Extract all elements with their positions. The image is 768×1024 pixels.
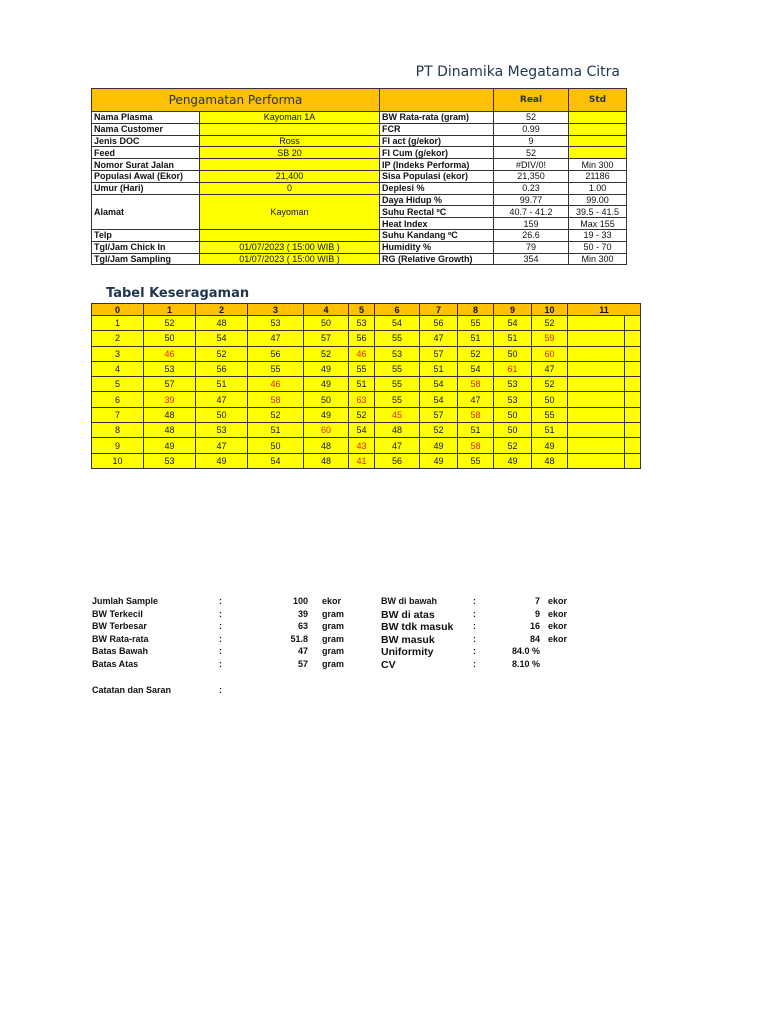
- performance-row: [92, 123, 627, 135]
- weight-cell: 47: [196, 438, 248, 453]
- empty-cell: [625, 377, 641, 392]
- summary-colon: :: [219, 646, 222, 656]
- weight-cell: 54: [494, 316, 532, 331]
- weight-cell: 45: [375, 407, 420, 422]
- weight-cell: 52: [304, 346, 349, 361]
- std-value: 1.00: [569, 182, 627, 194]
- empty-cell: [625, 346, 641, 361]
- empty-cell: [568, 438, 625, 453]
- weight-cell: 43: [349, 438, 375, 453]
- real-value: 26.6: [494, 229, 569, 241]
- empty-cell: [625, 331, 641, 346]
- weight-cell: 47: [458, 392, 494, 407]
- performance-row: [92, 253, 627, 265]
- weight-cell: 54: [458, 361, 494, 376]
- summary-label: BW masuk: [381, 633, 435, 646]
- weight-cell: 50: [144, 331, 196, 346]
- std-value: Max 155: [569, 218, 627, 230]
- weight-cell: 51: [196, 377, 248, 392]
- weight-cell: 57: [420, 346, 458, 361]
- summary-label: BW tdk masuk: [381, 621, 454, 633]
- summary-value: 100: [292, 596, 308, 606]
- left-value: [200, 123, 380, 135]
- empty-cell: [625, 316, 641, 331]
- empty-cell: [568, 346, 625, 361]
- uniformity-table: [91, 303, 641, 469]
- weight-cell: 50: [494, 407, 532, 422]
- summary-label: Batas Atas: [92, 658, 139, 669]
- summary-unit: ekor: [548, 608, 568, 619]
- weight-cell: 55: [375, 361, 420, 376]
- real-value: 40.7 - 41.2: [494, 206, 569, 218]
- weight-cell: 55: [458, 316, 494, 331]
- summary-colon: :: [219, 608, 222, 619]
- column-header: 11: [568, 304, 641, 316]
- summary-value: 84.0 %: [511, 646, 540, 656]
- right-label: IP (Indeks Performa): [380, 159, 494, 171]
- std-value: Min 300: [569, 253, 627, 265]
- weight-cell: 47: [420, 331, 458, 346]
- summary-colon: :: [473, 608, 476, 619]
- column-header: 3: [248, 304, 304, 316]
- weight-cell: 58: [458, 377, 494, 392]
- weight-cell: 49: [420, 453, 458, 468]
- weight-cell: 56: [375, 453, 420, 468]
- summary-value: 39: [297, 608, 308, 619]
- summary-colon: :: [219, 633, 222, 644]
- column-header: 0: [92, 304, 144, 316]
- summary-value: 9: [534, 608, 540, 619]
- real-value: 159: [494, 218, 569, 230]
- right-label: Suhu Rectal ºC: [380, 206, 494, 218]
- weight-cell: 52: [494, 438, 532, 453]
- weight-cell: 54: [349, 423, 375, 438]
- summary-label: CV: [381, 658, 396, 671]
- real-value: #DIV/0!: [494, 159, 569, 171]
- row-number: 3: [92, 346, 144, 361]
- weight-cell: 49: [304, 407, 349, 422]
- weight-cell: 47: [248, 331, 304, 346]
- row-number: 10: [92, 453, 144, 468]
- right-label: Humidity %: [380, 241, 494, 253]
- weight-cell: 50: [196, 407, 248, 422]
- uniformity-table-title: Tabel Keseragaman: [106, 286, 250, 301]
- summary-value: 63: [297, 621, 308, 631]
- performance-row: [92, 112, 627, 124]
- real-header: Real: [494, 89, 569, 112]
- row-number: 2: [92, 331, 144, 346]
- summary-label: Uniformity: [381, 646, 434, 658]
- weight-cell: 56: [349, 331, 375, 346]
- performance-row: [92, 135, 627, 147]
- weight-cell: 53: [349, 316, 375, 331]
- right-label: Daya Hidup %: [380, 194, 494, 206]
- performance-row: [92, 147, 627, 159]
- real-value: 52: [494, 112, 569, 124]
- performance-row: [92, 170, 627, 182]
- summary-label: BW Rata-rata: [92, 633, 149, 644]
- summary-colon: :: [219, 658, 222, 669]
- weight-cell: 48: [375, 423, 420, 438]
- weight-cell: 50: [248, 438, 304, 453]
- weight-cell: 49: [420, 438, 458, 453]
- weight-cell: 51: [458, 423, 494, 438]
- performance-title: Pengamatan Performa: [92, 89, 380, 112]
- weight-cell: 52: [248, 407, 304, 422]
- weight-cell: 49: [304, 377, 349, 392]
- weight-cell: 55: [375, 331, 420, 346]
- weight-cell: 51: [532, 423, 568, 438]
- summary-unit: ekor: [322, 596, 342, 606]
- uniformity-row: [92, 346, 641, 361]
- uniformity-row: [92, 453, 641, 468]
- summary-colon: :: [473, 633, 476, 644]
- weight-cell: 56: [248, 346, 304, 361]
- summary-unit: ekor: [548, 596, 568, 606]
- std-value: 21186: [569, 170, 627, 182]
- weight-cell: 53: [248, 316, 304, 331]
- summary-label: Jumlah Sample: [92, 596, 159, 606]
- left-value: 21,400: [200, 170, 380, 182]
- weight-cell: 51: [420, 361, 458, 376]
- notes-colon: :: [219, 685, 222, 695]
- std-value: 19 - 33: [569, 229, 627, 241]
- weight-cell: 54: [248, 453, 304, 468]
- std-value: [569, 123, 627, 135]
- summary-label: Batas Bawah: [92, 646, 149, 656]
- summary-colon: :: [473, 658, 476, 669]
- left-label: Nomor Surat Jalan: [92, 159, 200, 171]
- performance-row: [92, 182, 627, 194]
- uniformity-row: [92, 407, 641, 422]
- weight-cell: 49: [144, 438, 196, 453]
- summary-colon: :: [473, 596, 476, 606]
- real-value: 9: [494, 135, 569, 147]
- weight-cell: 51: [349, 377, 375, 392]
- summary-value: 47: [297, 646, 308, 656]
- right-label: RG (Relative Growth): [380, 253, 494, 265]
- weight-cell: 53: [144, 361, 196, 376]
- std-value: 39.5 - 41.5: [569, 206, 627, 218]
- weight-cell: 48: [532, 453, 568, 468]
- company-name: PT Dinamika Megatama Citra: [415, 64, 620, 80]
- weight-cell: 51: [494, 331, 532, 346]
- weight-cell: 47: [375, 438, 420, 453]
- real-value: 21,350: [494, 170, 569, 182]
- performance-row: [92, 241, 627, 253]
- real-value: 0.23: [494, 182, 569, 194]
- weight-cell: 51: [458, 331, 494, 346]
- empty-cell: [568, 407, 625, 422]
- left-value: Ross: [200, 135, 380, 147]
- left-value: SB 20: [200, 147, 380, 159]
- performance-row: [92, 194, 627, 206]
- left-label: Populasi Awal (Ekor): [92, 170, 200, 182]
- left-label: Tgl/Jam Chick In: [92, 241, 200, 253]
- weight-cell: 55: [375, 377, 420, 392]
- std-value: [569, 147, 627, 159]
- row-number: 4: [92, 361, 144, 376]
- summary-value: 7: [534, 596, 540, 606]
- summary-unit: gram: [322, 658, 345, 669]
- weight-cell: 54: [420, 377, 458, 392]
- notes-label: Catatan dan Saran: [92, 685, 172, 695]
- weight-cell: 52: [349, 407, 375, 422]
- std-value: 50 - 70: [569, 241, 627, 253]
- weight-cell: 51: [248, 423, 304, 438]
- weight-cell: 58: [248, 392, 304, 407]
- right-label: Heat Index: [380, 218, 494, 230]
- summary-value: 57: [297, 658, 308, 669]
- weight-cell: 46: [248, 377, 304, 392]
- summary-colon: :: [473, 646, 476, 656]
- left-value: 01/07/2023 ( 15:00 WIB ): [200, 253, 380, 265]
- empty-cell: [568, 392, 625, 407]
- summary-label: BW Terbesar: [92, 621, 147, 631]
- weight-cell: 54: [420, 392, 458, 407]
- column-header: 7: [420, 304, 458, 316]
- weight-cell: 58: [458, 407, 494, 422]
- summary-unit: ekor: [548, 633, 568, 644]
- weight-cell: 47: [196, 392, 248, 407]
- weight-cell: 50: [494, 423, 532, 438]
- weight-cell: 53: [494, 377, 532, 392]
- left-value: [200, 159, 380, 171]
- empty-cell: [568, 316, 625, 331]
- performance-row: [92, 159, 627, 171]
- summary-unit: gram: [322, 621, 345, 631]
- right-label: BW Rata-rata (gram): [380, 112, 494, 124]
- real-value: 99.77: [494, 194, 569, 206]
- summary-label: BW di atas: [381, 608, 435, 621]
- empty-cell: [568, 453, 625, 468]
- weight-cell: 53: [375, 346, 420, 361]
- weight-cell: 39: [144, 392, 196, 407]
- weight-cell: 55: [532, 407, 568, 422]
- empty-cell: [568, 361, 625, 376]
- weight-cell: 56: [420, 316, 458, 331]
- performance-table: [91, 88, 627, 265]
- weight-cell: 50: [532, 392, 568, 407]
- weight-cell: 52: [532, 316, 568, 331]
- left-label: Alamat: [92, 194, 200, 229]
- column-header: 5: [349, 304, 375, 316]
- std-value: Min 300: [569, 159, 627, 171]
- weight-cell: 50: [304, 392, 349, 407]
- empty-cell: [625, 438, 641, 453]
- weight-cell: 55: [458, 453, 494, 468]
- summary-unit: gram: [322, 646, 345, 656]
- right-label: FI act (g/ekor): [380, 135, 494, 147]
- weight-cell: 48: [196, 316, 248, 331]
- real-value: 0.99: [494, 123, 569, 135]
- summary-unit: gram: [322, 608, 345, 619]
- column-header: 9: [494, 304, 532, 316]
- weight-cell: 47: [532, 361, 568, 376]
- weight-cell: 52: [196, 346, 248, 361]
- column-header: 2: [196, 304, 248, 316]
- uniformity-row: [92, 392, 641, 407]
- summary-value: 51.8: [290, 633, 308, 644]
- weight-cell: 41: [349, 453, 375, 468]
- column-header: 4: [304, 304, 349, 316]
- std-value: 99.00: [569, 194, 627, 206]
- weight-cell: 48: [144, 407, 196, 422]
- weight-cell: 63: [349, 392, 375, 407]
- weight-cell: 55: [375, 392, 420, 407]
- uniformity-row: [92, 331, 641, 346]
- row-number: 6: [92, 392, 144, 407]
- left-label: Umur (Hari): [92, 182, 200, 194]
- weight-cell: 61: [494, 361, 532, 376]
- row-number: 9: [92, 438, 144, 453]
- summary-label: BW di bawah: [381, 596, 437, 606]
- empty-cell: [568, 331, 625, 346]
- empty-cell: [625, 361, 641, 376]
- right-label: FI Cum (g/ekor): [380, 147, 494, 159]
- left-label: Nama Plasma: [92, 112, 200, 124]
- weight-cell: 52: [144, 316, 196, 331]
- right-label: Sisa Populasi (ekor): [380, 170, 494, 182]
- empty-cell: [625, 453, 641, 468]
- empty-cell: [568, 423, 625, 438]
- summary-colon: :: [219, 621, 222, 631]
- summary-colon: :: [219, 596, 222, 606]
- left-value: [200, 229, 380, 241]
- empty-cell: [568, 377, 625, 392]
- summary-label: BW Terkecil: [92, 608, 143, 619]
- weight-cell: 52: [532, 377, 568, 392]
- weight-cell: 55: [248, 361, 304, 376]
- left-value: Kayoman: [200, 194, 380, 229]
- weight-cell: 57: [144, 377, 196, 392]
- std-value: [569, 135, 627, 147]
- uniformity-row: [92, 316, 641, 331]
- weight-cell: 60: [532, 346, 568, 361]
- summary-colon: :: [473, 621, 476, 631]
- summary-unit: gram: [322, 633, 345, 644]
- weight-cell: 49: [494, 453, 532, 468]
- weight-cell: 50: [494, 346, 532, 361]
- real-value: 52: [494, 147, 569, 159]
- std-value: [569, 112, 627, 124]
- row-number: 1: [92, 316, 144, 331]
- weight-cell: 55: [349, 361, 375, 376]
- uniformity-row: [92, 438, 641, 453]
- left-label: Nama Customer: [92, 123, 200, 135]
- weight-cell: 49: [532, 438, 568, 453]
- uniformity-row: [92, 361, 641, 376]
- weight-cell: 60: [304, 423, 349, 438]
- row-number: 8: [92, 423, 144, 438]
- weight-cell: 48: [144, 423, 196, 438]
- weight-cell: 48: [304, 453, 349, 468]
- weight-cell: 54: [196, 331, 248, 346]
- left-label: Jenis DOC: [92, 135, 200, 147]
- column-header: 1: [144, 304, 196, 316]
- summary-value: 16: [529, 621, 540, 631]
- weight-cell: 52: [458, 346, 494, 361]
- left-label: Feed: [92, 147, 200, 159]
- performance-row: [92, 229, 627, 241]
- row-number: 7: [92, 407, 144, 422]
- weight-cell: 49: [196, 453, 248, 468]
- weight-cell: 46: [349, 346, 375, 361]
- real-value: 354: [494, 253, 569, 265]
- empty-cell: [625, 407, 641, 422]
- weight-cell: 48: [304, 438, 349, 453]
- weight-cell: 59: [532, 331, 568, 346]
- std-header: Std: [569, 89, 627, 112]
- summary-value: 84: [529, 633, 540, 644]
- right-label: Suhu Kandang ºC: [380, 229, 494, 241]
- column-header: 10: [532, 304, 568, 316]
- left-value: 01/07/2023 ( 15:00 WIB ): [200, 241, 380, 253]
- summary-unit: ekor: [548, 621, 568, 631]
- left-label: Tgl/Jam Sampling: [92, 253, 200, 265]
- weight-cell: 56: [196, 361, 248, 376]
- uniformity-row: [92, 377, 641, 392]
- column-header: 8: [458, 304, 494, 316]
- weight-cell: 46: [144, 346, 196, 361]
- weight-cell: 53: [494, 392, 532, 407]
- uniformity-row: [92, 423, 641, 438]
- empty-cell: [625, 392, 641, 407]
- right-label: Deplesi %: [380, 182, 494, 194]
- weight-cell: 58: [458, 438, 494, 453]
- weight-cell: 57: [304, 331, 349, 346]
- weight-cell: 52: [420, 423, 458, 438]
- weight-cell: 53: [144, 453, 196, 468]
- weight-cell: 53: [196, 423, 248, 438]
- left-label: Telp: [92, 229, 200, 241]
- left-value: 0: [200, 182, 380, 194]
- real-value: 79: [494, 241, 569, 253]
- left-value: Kayoman 1A: [200, 112, 380, 124]
- right-label: FCR: [380, 123, 494, 135]
- weight-cell: 54: [375, 316, 420, 331]
- weight-cell: 50: [304, 316, 349, 331]
- weight-cell: 49: [304, 361, 349, 376]
- row-number: 5: [92, 377, 144, 392]
- column-header: 6: [375, 304, 420, 316]
- summary-value: 8.10 %: [511, 658, 540, 669]
- weight-cell: 57: [420, 407, 458, 422]
- empty-cell: [625, 423, 641, 438]
